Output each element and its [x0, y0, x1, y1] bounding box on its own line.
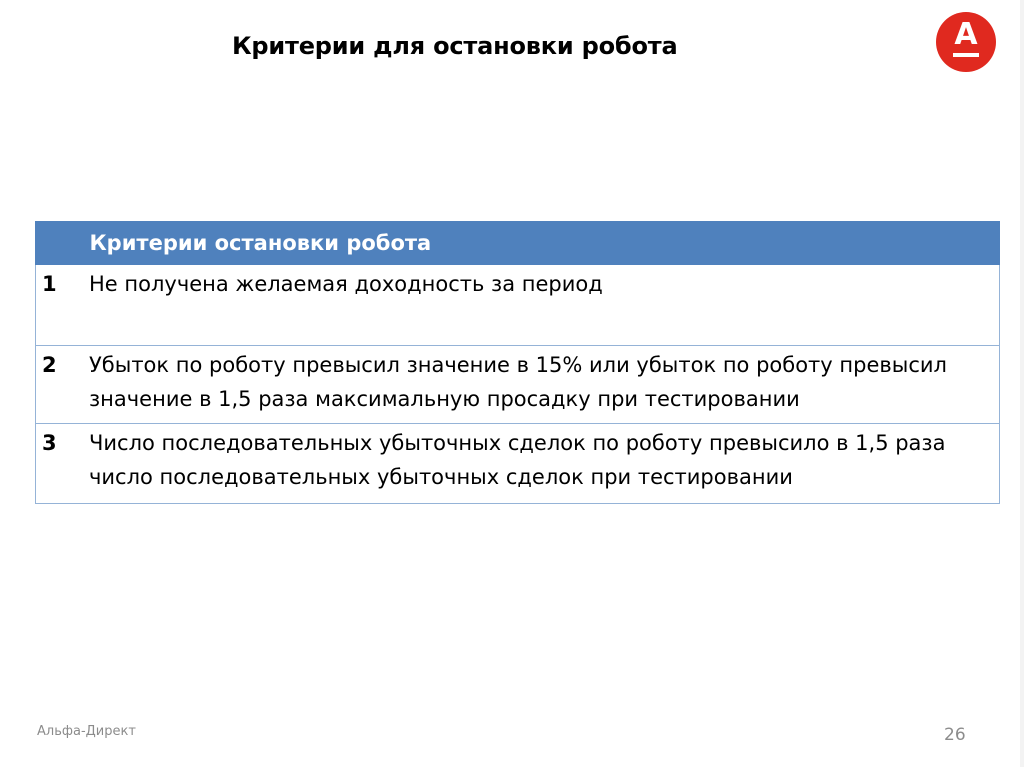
logo-underline [953, 53, 979, 57]
table-row [36, 346, 1000, 424]
table-row [36, 424, 1000, 504]
table-header-row [36, 222, 1000, 265]
slide-title: Критерии для остановки робота [232, 32, 678, 60]
row-text: Число последовательных убыточных сделок по роботу превысило в 1,5 раза число последовательных убыточных сделок при тестировании [89, 424, 1000, 504]
slide-edge [1020, 0, 1024, 767]
row-text: Убыток по роботу превысил значение в 15% или убыток по роботу превысил значение в 1,5 раза максимальную просадку при тестировании [89, 346, 1000, 424]
row-number: 3 [36, 424, 90, 504]
row-number: 1 [36, 265, 90, 346]
logo-letter: А [954, 17, 978, 52]
row-number: 2 [36, 346, 90, 424]
row-text: Не получена желаемая доходность за период [89, 265, 1000, 346]
page-number: 26 [944, 725, 966, 745]
header-label-cell: Критерии остановки робота [89, 222, 1000, 265]
header-number-cell [36, 222, 90, 265]
table-row [36, 265, 1000, 346]
footer-company: Альфа-Директ [37, 724, 136, 739]
alfa-logo-icon [936, 12, 996, 72]
criteria-table [35, 221, 1000, 504]
